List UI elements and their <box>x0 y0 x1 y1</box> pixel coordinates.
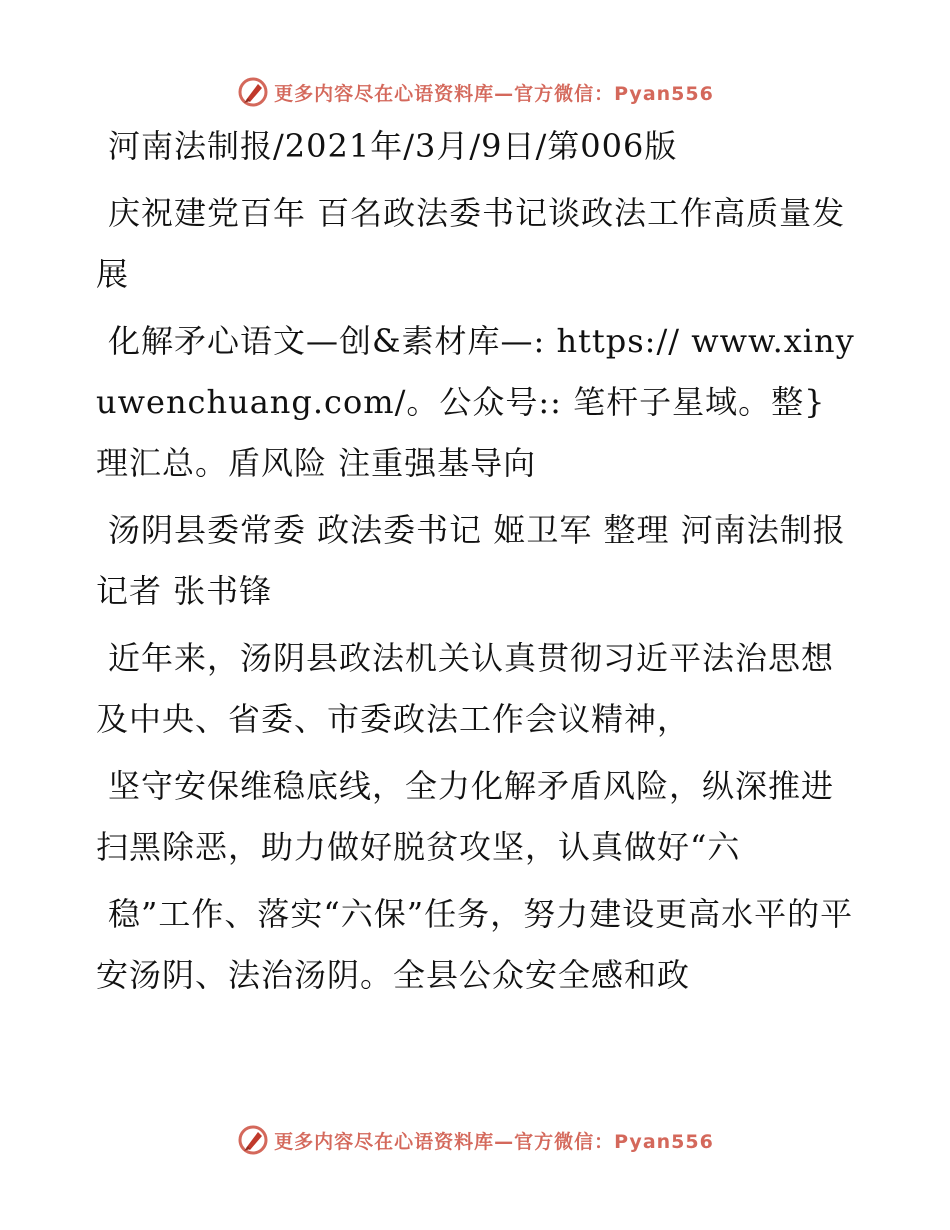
paragraph: 近年来，汤阴县政法机关认真贯彻习近平法治思想及中央、省委、市委政法工作会议精神， <box>96 639 835 738</box>
paragraph: 化解矛心语文—创&素材库—: https:// www.xinyuwenchuang.com/。公众号:: 笔杆子星域。整}理汇总。盾风险 注重强基导向 <box>96 322 855 482</box>
document-title: 庆祝建党百年 百名政法委书记谈政法工作高质量发展 <box>96 194 846 293</box>
pen-nib-logo-icon <box>236 1123 270 1157</box>
watermark-text: 更多内容尽在心语资料库—官方微信：Pyan556 <box>274 82 714 105</box>
pen-nib-logo-icon <box>236 75 270 109</box>
paragraph: 坚守安保维稳底线，全力化解矛盾风险，纵深推进扫黑除恶，助力做好脱贫攻坚，认真做好“六 <box>96 767 835 866</box>
paragraph: 稳”工作、落实“六保”任务，努力建设更高水平的平安汤阴、法治汤阴。全县公众安全感和政 <box>96 895 854 994</box>
watermark-footer <box>0 1120 950 1160</box>
watermark-text: 更多内容尽在心语资料库—官方微信：Pyan556 <box>274 1130 714 1153</box>
document-body <box>96 116 856 1012</box>
document-source: 河南法制报/2021年/3月/9日/第006版 <box>108 127 678 165</box>
paragraph: 汤阴县委常委 政法委书记 姬卫军 整理 河南法制报记者 张书锋 <box>96 511 846 610</box>
watermark-header <box>0 72 950 112</box>
